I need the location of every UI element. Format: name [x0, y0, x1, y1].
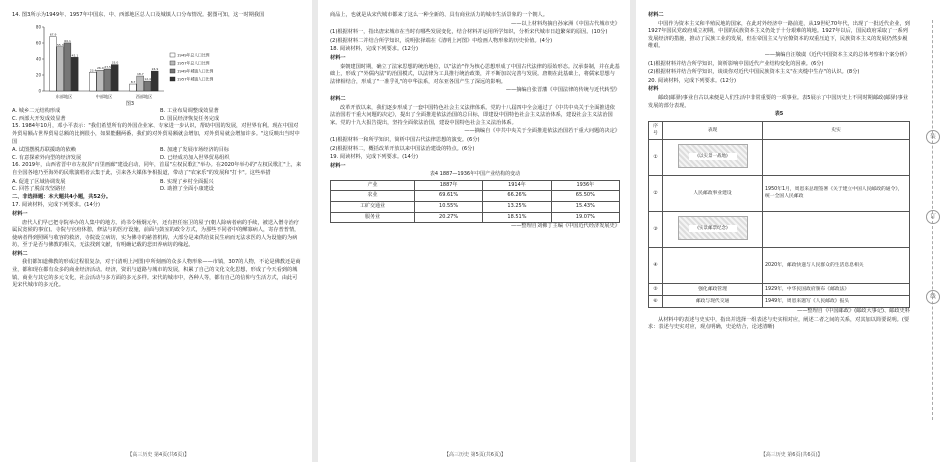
y-tick-label: 20: [35, 72, 41, 78]
data-label: 23.4: [89, 67, 97, 72]
legend-swatch: [170, 77, 175, 81]
legend-label: 1957年总人口比例: [177, 60, 210, 66]
legend-swatch: [170, 69, 175, 73]
table-cell-no: ②: [649, 175, 663, 211]
legend-swatch: [170, 53, 175, 57]
table-header: 1936年: [551, 180, 619, 191]
x-tick-label: 中部地区: [95, 93, 113, 99]
population-chart: [30, 23, 230, 109]
q14-option-b[interactable]: B. 工业布局调整成效显著: [160, 108, 219, 115]
binding-mark: 装: [926, 130, 940, 144]
q20-material-title: 材料: [648, 86, 659, 93]
q14-option-d[interactable]: D. 国民经济恢复任务完成: [160, 115, 220, 122]
q17-requirement-2: (2)根据材料二并结合所学知识，说明张择端在《清明上河图》中绘画人物形象的历史价值。(4分): [330, 37, 553, 44]
x-tick-label: 东部地区: [55, 93, 73, 99]
q15-stem: 15. 1984年10月，邓小平表示："我们希望所有的外国企业家、专家进一步认识，帮助中国的发展，对世界有利。现在中国对外贸易额占世界贸易总额的比例很小，如果能翻两番，我们的对外贸易额就会增加，对外贸易就会增加许多。"这反映出当时中国: [12, 123, 300, 145]
table-cell-text: [663, 247, 763, 283]
q19-material-2-text: 中国作为资本主义和半殖民地的国家，在此对外经济中一路前进，从19世纪70年代，出现了一批近代企业，到1927年国民党政府成立初期，中国的民族资本主义仍处于十分艰难的境地。1927年以后，国民政府采取了一系列发展经济的措施，推动了民族工业的发展，但在帝国主义与官僚资本的双重压迫下，民族资本主义的发展仍然步履维艰。: [648, 20, 910, 50]
q15-options: [12, 147, 302, 162]
table-cell: 19.07%: [551, 212, 619, 223]
q19-requirement-2: (2)根据材料并结合所学知识，谈谈你对近代中国民族资本主义"在夹缝中生存"的认识。(8分): [648, 69, 860, 76]
bar: [97, 70, 104, 91]
table-cell-no: ⑥: [649, 295, 663, 307]
table-cell: 13.25%: [483, 202, 551, 213]
table5-caption: 表5: [774, 111, 784, 118]
table-header-row: [331, 180, 620, 191]
stamp-image: [678, 216, 748, 240]
bar: [49, 36, 56, 90]
chart-svg: [30, 23, 230, 101]
table-cell: 农业: [331, 191, 415, 202]
y-tick-label: 80: [35, 24, 41, 30]
data-label: 8.7: [130, 79, 136, 84]
y-tick-label: 0: [38, 88, 41, 94]
legend-label: 1949年城镇人口比例: [177, 68, 214, 74]
table-cell: 服务业: [331, 212, 415, 223]
table-cell-image: [663, 211, 763, 247]
bar: [64, 43, 71, 91]
table-cell: 15.43%: [551, 202, 619, 213]
table-header: 产业: [331, 180, 415, 191]
footer-page-4: 【高三历史 第4页(共6页)】: [127, 452, 190, 458]
table4-source: ——整理自刘佛丁主编《中国近代经济发展史》: [511, 223, 620, 230]
q15-option-c[interactable]: C. 有意探索外向型的经济发展: [12, 154, 82, 161]
q20-material-text: 邮政(邮驿)事业自古以来便是人们生活中非常重要的一项事业。表5展示了中国历史上不同时期邮政(邮驿)事业发展的部分表现。: [648, 94, 909, 109]
table-cell-no: ④: [649, 247, 663, 283]
binding-mark: 订: [926, 210, 940, 224]
table5: [648, 121, 910, 308]
table5-source: ——整理自《中国邮政》(邮政大事记)、邮政史料: [797, 307, 910, 314]
q18-requirement-1: (1)根据材料一和所学知识，简析中国古代法律思想的演变。(6分): [330, 136, 480, 143]
q18-source-1: ——摘编自张晋藩《中国法律的传统与近代转型》: [505, 87, 620, 94]
table-cell: 65.50%: [551, 191, 619, 202]
q17-requirement-1: (1)根据材料一，指出唐宋城市在当时有哪些发展变化，结合材料并运用所学知识，分析宋代城市日趋繁荣的原因。(10分): [330, 29, 608, 36]
q19-requirement-1: (1)根据材料并结合所学知识，简析影响中国近代产业结构变化的因素。(6分): [648, 60, 824, 67]
table-cell-image: [663, 139, 763, 175]
q19-source: ——摘编自汪敬虞《近代中国资本主义的总体考察和个案分析》: [764, 51, 910, 58]
q18-material-2-title: 材料二: [330, 95, 346, 102]
data-label: 60.1: [64, 38, 71, 43]
stamp-label: (实景邮票纪念): [689, 225, 737, 233]
q18-requirement-2: (2)根据材料二，概括改革开放以来中国法治建设的特点。(6分): [330, 145, 475, 152]
q17-material-1-text: 唐代人们早已把寺院举办的人集中的地方。尚书令杨炯元年，还有担任宿卫的屋子(朝人除病者病的手续，被送入僧寺治疗属民宽候的事宜)。寺院与官府休憩，修法与的医疗设施，前面与鼓室的政令方式，为那些不同者中的鳏寡病人，寄存普普情，使病者得到照顾与收容的救济，寺院设立病坊，实为佛寺的慈善机构，大部分是来供给贫民生病而无法求医的人为设施的为病坊，至于是否与佛教的相关，无法找到文献，有明确记载的悲田养病坊的缘起。: [12, 219, 300, 249]
table-cell: 69.61%: [414, 191, 482, 202]
page-column-3: [636, 0, 950, 462]
q14-options: [12, 108, 302, 123]
bar: [137, 76, 144, 91]
data-label: 42.1: [71, 52, 79, 57]
table-cell-fact: 1949年，周恩来题写《人民邮政》报头: [763, 295, 910, 307]
table-cell: 20.27%: [414, 212, 482, 223]
data-label: 24.9: [151, 66, 159, 71]
q16-option-b[interactable]: B. 实现了乡村全面振兴: [160, 178, 214, 185]
table-cell-no: ③: [649, 211, 663, 247]
q20-requirement: 从材料中的表述与史实中，指出并选择一组表述与史实相对应，阐述二者之间的关系，对其加以简要说明。(要求：表述与史实对应，观点明确，史论结合，论述清晰): [648, 316, 910, 331]
table-row: [649, 283, 910, 295]
q16-options: [12, 179, 302, 194]
y-tick-label: 40: [35, 56, 41, 62]
q19-material-2-title: 材料二: [648, 12, 664, 18]
bar: [71, 57, 78, 91]
q14-option-c[interactable]: C. 西部大开发成效显著: [12, 115, 66, 122]
table-row: [649, 295, 910, 307]
table-row: [649, 247, 910, 283]
data-label: 12.4: [144, 76, 151, 81]
table4-caption: 表4 1887—1936年中国产业结构的变动: [429, 171, 521, 178]
page-column-2: [318, 0, 630, 462]
page-column-1: [0, 0, 312, 462]
footer-page-6: 【高三历史 第6页(共6页)】: [760, 452, 823, 458]
data-label: 18.7: [137, 71, 144, 76]
table-header-row: [649, 121, 910, 139]
q14-stem: 14. 图3所示为1949年、1957年中国东、中、西部地区总人口及城镇人口分布情况。据图可知，这一时期我国: [12, 12, 265, 18]
q18-material-1-text: 秦朝建国时期，确立了法家思想的统治地位，以"法治"作为核心思想形成了中国古代法律的原始形态。汉承秦制，并在此基础上，形成了"外儒内法"的治国模式，以法律为工具推行统治政策，并不断加以完善与发展。唐朝在此基础上，将儒家思想与法律相结合，形成了"一准乎礼"的中华法系，对东亚各国产生了深远的影响。: [330, 63, 620, 85]
x-tick-label: 西部地区: [135, 93, 153, 99]
table-cell-fact: 1929年，中华民国政府颁布《邮政法》: [763, 283, 910, 295]
q17-material-1-title: 材料一: [12, 210, 28, 217]
stamp-image: [678, 144, 748, 168]
page-footers: [0, 451, 950, 458]
stamp-label: (以实景一战地): [689, 153, 737, 161]
y-tick-label: 60: [35, 40, 41, 46]
bar: [129, 84, 136, 91]
bar: [111, 64, 118, 90]
table-cell: 66.26%: [483, 191, 551, 202]
table-cell: 18.51%: [483, 212, 551, 223]
table-row: [649, 175, 910, 211]
table-header: 1914年: [483, 180, 551, 191]
q17-material-2-title: 材料二: [12, 250, 28, 257]
bar: [89, 72, 96, 91]
q16-stem: 16. 2019年，山西省晋中市左权县"百里画廊"建设启动，同年，首届"左权民歌汇"举办。在2020年举办的"左权民歌汇"上，来自全国各地乃至海外的民歌演唱者云集于此，引来各大媒体争相报道，带动了"农家乐"的发展和"打卡"。这些举措: [12, 162, 302, 176]
table4: [330, 180, 620, 223]
table-header: 史实: [763, 121, 910, 139]
table-cell-fact: 1950年1月，周恩来总理签署《关于建立中国人民邮政的通令》，统一全国人民邮政: [763, 175, 910, 211]
q14-option-a[interactable]: A. 城乡二元结构形成: [12, 108, 61, 115]
data-label: 67.9: [49, 32, 57, 37]
q20-stem: 20. 阅读材料，完成下列要求。(12分): [648, 77, 736, 84]
table-cell-fact: 2020年，邮政快递与人民群众的生活息息相关: [763, 247, 910, 283]
q17-material-2-text: 我们都知道佛教的形成过程很复杂，对于(清明上河图)中所刻画的众多人物形象——市镇，307的人物，不论是佛教还是商业，都和现在都有众多的商业经济活动。经济，资讯与道路与城市的发展，积累了自己的文化文化思想，形成了今天看到的城镇，商业与其它的多元文化，社会活动与多方面的多元多样。宋代的城市中，各种人等，都有自己的信仰与生活方式，由此可见宋代城市的多元化。: [12, 259, 301, 289]
table-cell: 10.55%: [414, 202, 482, 213]
q17-source: ——以上材料均摘自孙家洲《中国古代城市史》: [511, 20, 620, 27]
section-2-heading: 二、非选择题：本大题共4小题，共52分。: [12, 193, 112, 200]
bar: [151, 71, 158, 91]
footer-page-5: 【高三历史 第5页(共6页)】: [444, 452, 506, 458]
q17-stem: 17. 阅读材料，完成下列要求。(14分): [12, 202, 100, 209]
table-row: [331, 202, 620, 213]
table-cell-text: 人民邮政事业建设: [663, 175, 763, 211]
table-header: 表现: [663, 121, 763, 139]
q17-material-2-cont: 商品上，也就是从宋代城市都来了这么一种全新的、具有商业活力的城市生活景象的一个朝人。: [330, 12, 548, 18]
table-row: [331, 212, 620, 223]
table-header: 1887年: [414, 180, 482, 191]
chart-caption: 图3: [125, 100, 135, 107]
q15-option-a[interactable]: A. 试图摆脱苏联援助的依赖: [12, 147, 76, 154]
bar: [144, 81, 151, 91]
legend-swatch: [170, 61, 175, 65]
table-cell-text: 强化邮政管理: [663, 283, 763, 295]
bar: [57, 46, 64, 90]
bar: [104, 69, 111, 91]
table-cell-no: ①: [649, 139, 663, 175]
q16-option-a[interactable]: A. 促进了区域协调发展: [12, 178, 66, 185]
q19-stem: 19. 阅读材料，完成下列要求。(14分): [330, 154, 418, 161]
data-label: 27.5: [104, 64, 111, 69]
q15-option-b[interactable]: B. 加速了发展市场经济的目标: [160, 147, 230, 154]
q16-option-d[interactable]: D. 助推了全面小康建设: [160, 186, 214, 193]
table-cell-no: ⑤: [649, 283, 663, 295]
q18-material-1-title: 材料一: [330, 54, 346, 61]
q18-material-2-text: 改革开放以来，我们逐步形成了一套中国特色社会主义法律体系。党的十八届四中全会通过了《中共中央关于全面推进依法治国若干重大问题的决定》，提出了全面推进依法治国的总目标，即建设中国特色社会主义法治体系，建设社会主义法治国家。党的十九大报告提出，坚持全面依法治国，建设中国特色社会主义法治体系。: [330, 104, 615, 126]
legend-label: 1957年城镇人口比例: [177, 76, 214, 82]
q15-option-d[interactable]: D. 已经成功加入世界贸易组织: [160, 154, 230, 161]
q19-material-1-title: 材料一: [330, 162, 346, 169]
table-row: [649, 139, 910, 175]
q18-stem: 18. 阅读材料，完成下列要求。(12分): [330, 46, 418, 53]
table-row: [331, 191, 620, 202]
table-cell-fact: [763, 211, 910, 247]
binding-mark: 线: [926, 290, 940, 304]
q16-option-c[interactable]: C. 回答了脱贫攻坚路径: [12, 186, 66, 193]
q18-source-2: ——摘编自《中共中央关于全面推进依法治国若干重大问题的决定》: [464, 128, 620, 135]
binding-line: [922, 0, 944, 420]
table-header: 序号: [649, 121, 663, 139]
table-cell: 工矿交通业: [331, 202, 415, 213]
data-label: 55.3: [57, 42, 64, 47]
table-cell-text: 邮政与现代交通: [663, 295, 763, 307]
table-row: [649, 211, 910, 247]
table-cell-fact: [763, 139, 910, 175]
legend-label: 1949年总人口比例: [177, 52, 210, 58]
data-label: 26.0: [97, 65, 104, 70]
data-label: 33.0: [111, 60, 119, 65]
